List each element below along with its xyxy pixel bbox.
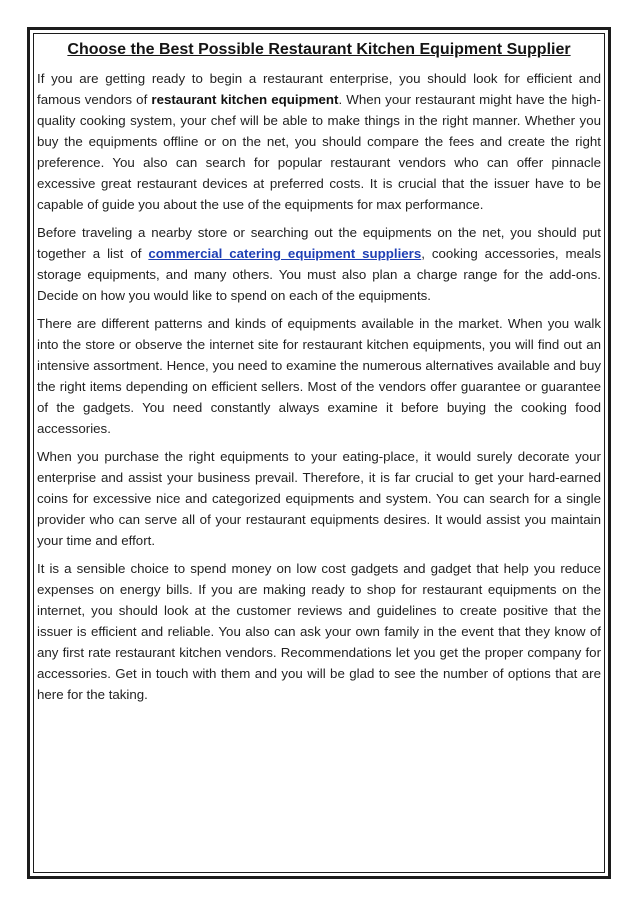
document-body [37,38,601,712]
paragraph-5: It is a sensible choice to spend money on low cost gadgets and gadget that help you reduce expenses on energy bills. If you are making ready to shop for restaurant equipments on the internet, you should look at the customer reviews and guidelines to create positive that the issuer is efficient and reliable. You also can ask your own family in the event that they know of any first rate restaurant kitchen vendors. Recommendations let you get the proper company for accessories. Get in touch with them and you will be glad to see the number of options that are here for the taking. [37,561,601,702]
paragraph-2-text-end: , cooking accessories, meals storage equipments, and many others. You must also plan a charge range for the add-ons. Decide on how you would like to spend on each of the equipments. [37,246,602,303]
document-title: Choose the Best Possible Restaurant Kitchen Equipment Supplier [67,41,571,58]
paragraph-1-text-end: . When your restaurant might have the high-quality cooking system, your chef will be able to make things in the right manner. Whether you buy the equipments offline or on the net, you should compare the fees and create the right preference. You also can search for popular restaurant vendors who can offer pinnacle excessive great restaurant devices at preferred costs. It is crucial that the issuer have to be capable of guide you about the use of the equipments for max performance. [37,92,601,212]
bold-term-restaurant-kitchen-equipment: restaurant kitchen equipment [151,92,339,107]
paragraph-2-text-start: Before traveling a nearby store or searching out the equipments on the net, you should put together a list of [37,225,601,261]
paragraph-1 [37,68,601,215]
paragraph-3: There are different patterns and kinds of equipments available in the market. When you walk into the store or observe the internet site for restaurant kitchen equipments, you will find out an intensive assortment. Hence, you need to examine the numerous alternatives available and buy the right items depending on efficient sellers. Most of the vendors offer guarantee or guarantee of the gadgets. You need constantly always examine it before buying the cooking food accessories. [37,316,601,436]
commercial-catering-suppliers-link[interactable]: commercial catering equipment suppliers [148,246,422,261]
paragraph-2 [37,222,601,306]
paragraph-4: When you purchase the right equipments to your eating-place, it would surely decorate your enterprise and assist your business prevail. Therefore, it is far crucial to get your hard-earned coins for excessive nice and categorized equipments and system. You can search for a single provider who can serve all of your restaurant equipments desires. It would assist you maintain your time and effort. [37,449,601,548]
paragraph-1-text-start: If you are getting ready to begin a restaurant enterprise, you should look for efficient and famous vendors of [37,71,601,107]
